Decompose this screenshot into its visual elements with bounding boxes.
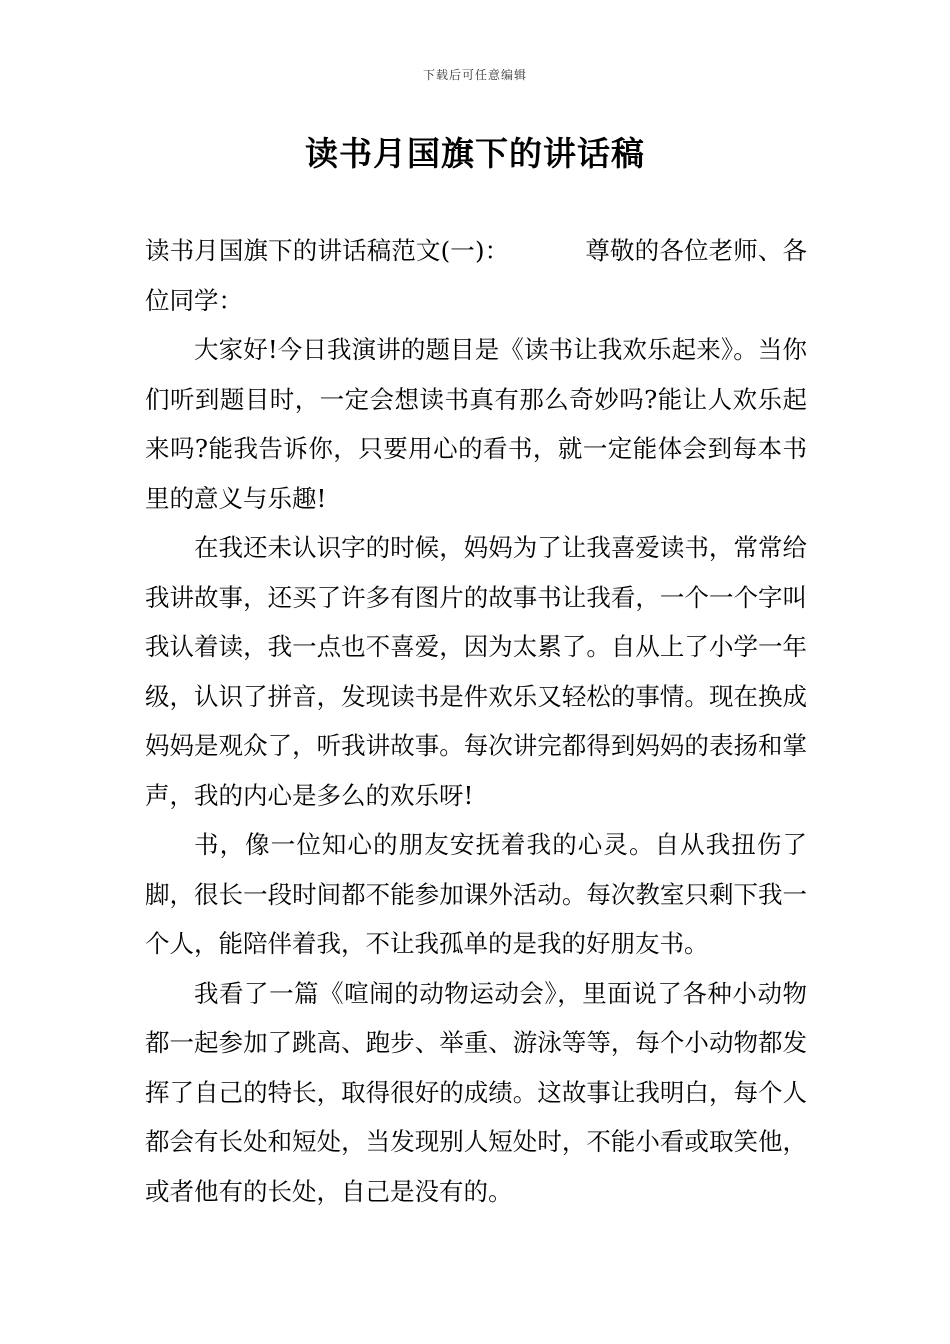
document-body: [145, 226, 807, 1216]
page-title: 读书月国旗下的讲话稿: [305, 134, 645, 173]
header-note: 下载后可任意编辑: [422, 68, 527, 82]
body-paragraph: 在我还未认识字的时候，妈妈为了让我喜爱读书，常常给我讲故事，还买了许多有图片的故事书让我看，一个一个字叫我认着读，我一点也不喜爱，因为太累了。自从上了小学一年级，认识了拼音，发现读书是件欢乐又轻松的事情。现在换成妈妈是观众了，听我讲故事。每次讲完都得到妈妈的表扬和掌声，我的内心是多么的欢乐呀!: [145, 533, 807, 810]
body-paragraph: 我看了一篇《喧闹的动物运动会》，里面说了各种小动物都一起参加了跳高、跑步、举重、游泳等等，每个小动物都发挥了自己的特长，取得很好的成绩。这故事让我明白，每个人都会有长处和短处，当发现别人短处时，不能小看或取笑他，或者他有的长处，自己是没有的。: [145, 978, 807, 1206]
intro-paragraph: [145, 226, 807, 325]
intro-label: 读书月国旗下的讲话稿范文(一)：: [145, 236, 510, 265]
greeting-part-b: 各位同学：: [145, 236, 807, 315]
greeting-part-a: 尊敬的各位老师、: [585, 236, 783, 265]
body-paragraph: 大家好!今日我演讲的题目是《读书让我欢乐起来》。当你们听到题目时，一定会想读书真有那么奇妙吗?能让人欢乐起来吗?能我告诉你，只要用心的看书，就一定能体会到每本书里的意义与乐趣!: [145, 335, 807, 513]
body-paragraph: 书，像一位知心的朋友安抚着我的心灵。自从我扭伤了脚，很长一段时间都不能参加课外活动。每次教室只剩下我一个人，能陪伴着我，不让我孤单的是我的好朋友书。: [145, 830, 807, 958]
